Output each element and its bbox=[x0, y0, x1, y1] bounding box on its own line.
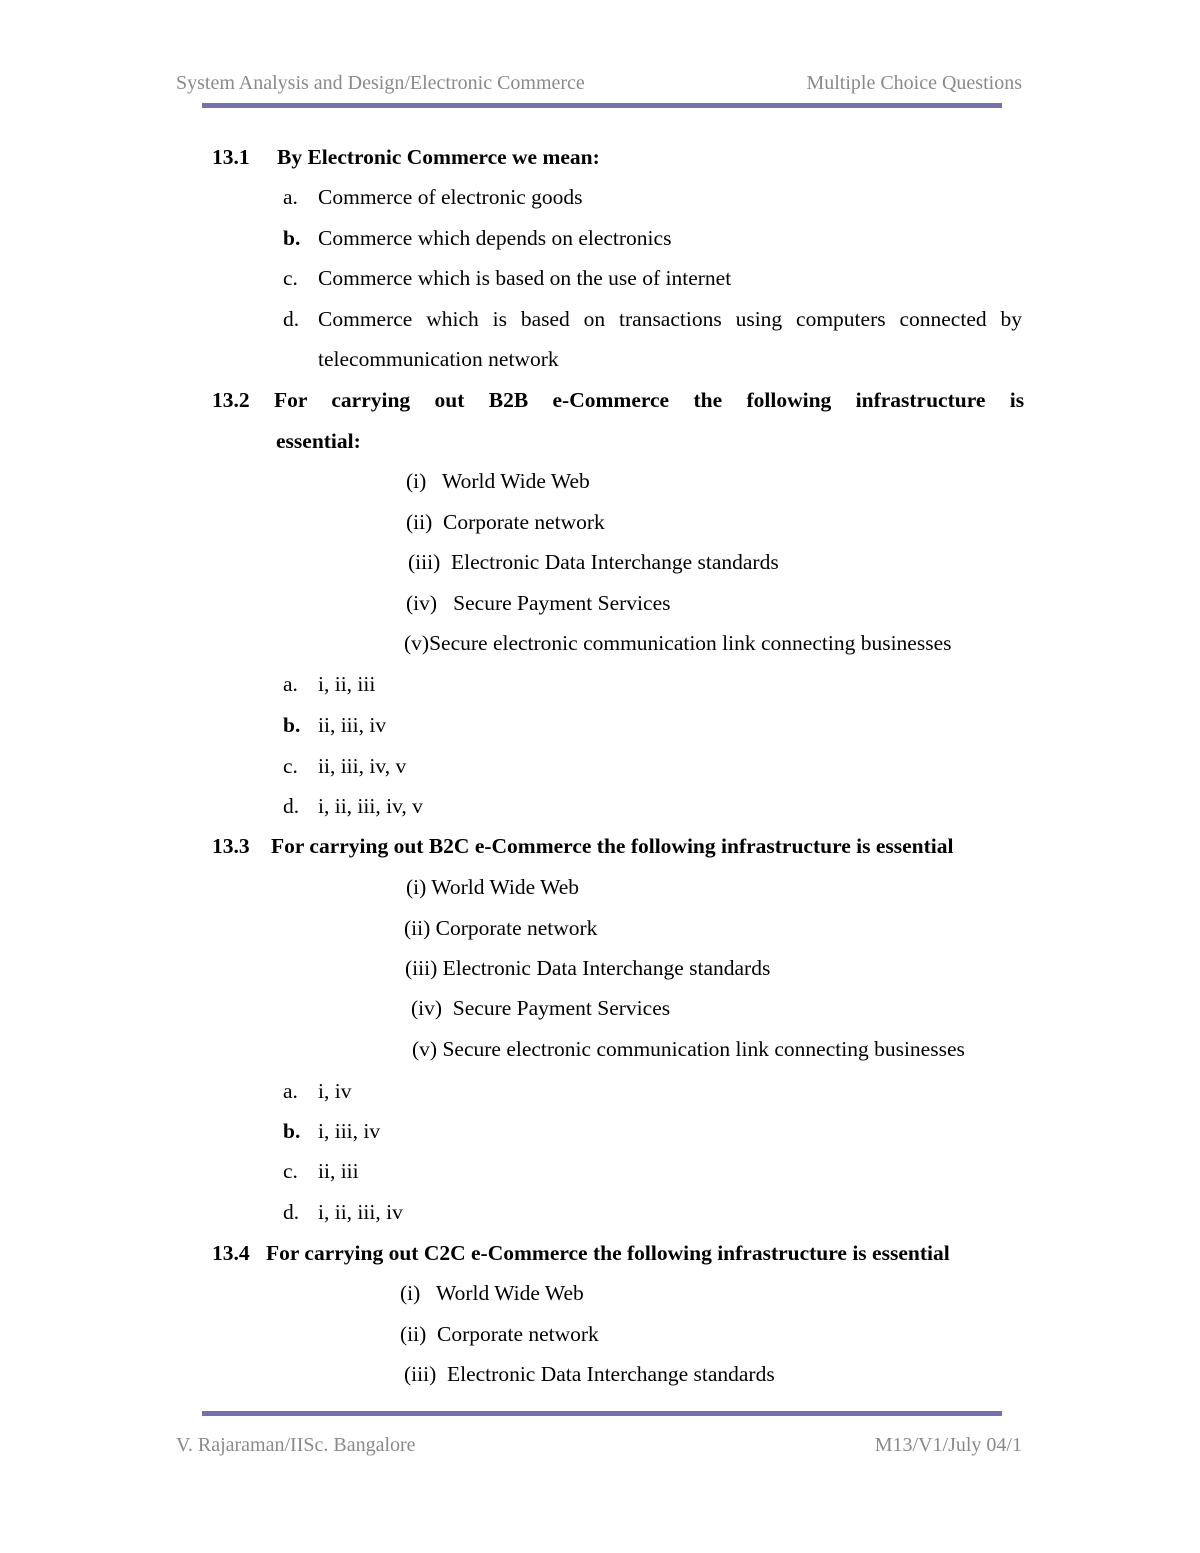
option-a bbox=[283, 1081, 351, 1103]
infra-item-iii: (iii) Electronic Data Interchange standards bbox=[405, 956, 771, 980]
infra-item-iv: (iv) Secure Payment Services bbox=[411, 996, 671, 1020]
question-number: 13.3 bbox=[212, 834, 250, 858]
infra-item-ii: (ii) Corporate network bbox=[406, 510, 605, 534]
option-text: i, ii, iii, iv, v bbox=[318, 794, 423, 818]
option-text: i, ii, iii bbox=[318, 672, 376, 696]
question-13-3 bbox=[212, 836, 954, 858]
question-13-4 bbox=[212, 1243, 950, 1265]
option-label: b. bbox=[283, 1119, 301, 1143]
option-text: Commerce which is based on transactions using computers connected by bbox=[318, 307, 1022, 331]
option-label: d. bbox=[283, 794, 300, 818]
question-word: is bbox=[1009, 388, 1025, 412]
question-word: For bbox=[273, 388, 308, 412]
option-text: ii, iii, iv bbox=[318, 713, 387, 737]
option-text: i, iv bbox=[318, 1079, 352, 1103]
option-b bbox=[283, 228, 671, 250]
option-b bbox=[283, 715, 386, 737]
option-text: Commerce which is based on the use of internet bbox=[318, 266, 732, 290]
question-number: 13.2 bbox=[212, 388, 250, 412]
infra-item-iii: (iii) Electronic Data Interchange standards bbox=[408, 550, 779, 574]
option-label: c. bbox=[283, 266, 298, 290]
header-section: Multiple Choice Questions bbox=[806, 72, 1022, 94]
question-number: 13.4 bbox=[212, 1241, 250, 1265]
option-label: b. bbox=[283, 713, 301, 737]
option-label: a. bbox=[283, 185, 298, 209]
question-word: the bbox=[693, 388, 723, 412]
infra-item-i: (i) World Wide Web bbox=[406, 469, 590, 493]
option-text: i, ii, iii, iv bbox=[318, 1200, 403, 1224]
question-text: By Electronic Commerce we mean: bbox=[277, 145, 600, 169]
question-text: For carrying out B2C e-Commerce the following infrastructure is essential bbox=[271, 834, 954, 858]
footer-page-id: M13/V1/July 04/1 bbox=[874, 1434, 1022, 1456]
infra-item-ii: (ii) Corporate network bbox=[400, 1322, 599, 1346]
infra-item-i: (i) World Wide Web bbox=[400, 1281, 584, 1305]
question-number: 13.1 bbox=[212, 145, 250, 169]
question-word: following bbox=[746, 388, 832, 412]
option-d bbox=[283, 796, 423, 818]
option-text: ii, iii, iv, v bbox=[318, 754, 407, 778]
option-text: Commerce of electronic goods bbox=[318, 185, 583, 209]
option-label: c. bbox=[283, 1159, 298, 1183]
option-a bbox=[283, 187, 582, 209]
option-label: b. bbox=[283, 226, 301, 250]
option-text: Commerce which depends on electronics bbox=[318, 226, 672, 250]
option-d-continued: telecommunication network bbox=[318, 347, 559, 371]
footer-author: V. Rajaraman/IISc. Bangalore bbox=[176, 1434, 416, 1456]
question-word: carrying bbox=[331, 388, 411, 412]
option-label: c. bbox=[283, 754, 298, 778]
question-text: For carrying out C2C e-Commerce the following infrastructure is essential bbox=[266, 1241, 950, 1265]
question-13-2 bbox=[212, 390, 1024, 412]
option-label: d. bbox=[283, 1200, 300, 1224]
infra-item-iii: (iii) Electronic Data Interchange standards bbox=[404, 1362, 775, 1386]
question-word: infrastructure bbox=[855, 388, 986, 412]
header-rule bbox=[202, 103, 1002, 108]
option-c bbox=[283, 1161, 359, 1183]
infra-item-v: (v) Secure electronic communication link connecting businesses bbox=[412, 1037, 965, 1061]
option-label: a. bbox=[283, 672, 298, 696]
question-word: B2B bbox=[488, 388, 529, 412]
option-d bbox=[283, 1202, 403, 1224]
option-text: ii, iii bbox=[318, 1159, 359, 1183]
option-text: i, iii, iv bbox=[318, 1119, 381, 1143]
option-label: d. bbox=[283, 307, 300, 331]
option-label: a. bbox=[283, 1079, 298, 1103]
option-a bbox=[283, 674, 375, 696]
infra-item-v: (v)Secure electronic communication link connecting businesses bbox=[404, 631, 952, 655]
option-c bbox=[283, 268, 731, 290]
question-13-2-continued: essential: bbox=[276, 429, 361, 453]
option-b bbox=[283, 1121, 380, 1143]
infra-item-ii: (ii) Corporate network bbox=[404, 916, 598, 940]
header-title: System Analysis and Design/Electronic Commerce bbox=[176, 72, 585, 94]
option-d bbox=[283, 309, 1022, 331]
footer-rule bbox=[202, 1411, 1002, 1416]
option-c bbox=[283, 756, 406, 778]
question-word: e-Commerce bbox=[552, 388, 670, 412]
question-word: out bbox=[434, 388, 465, 412]
infra-item-iv: (iv) Secure Payment Services bbox=[406, 591, 671, 615]
question-13-1 bbox=[212, 147, 600, 169]
infra-item-i: (i) World Wide Web bbox=[406, 875, 580, 899]
